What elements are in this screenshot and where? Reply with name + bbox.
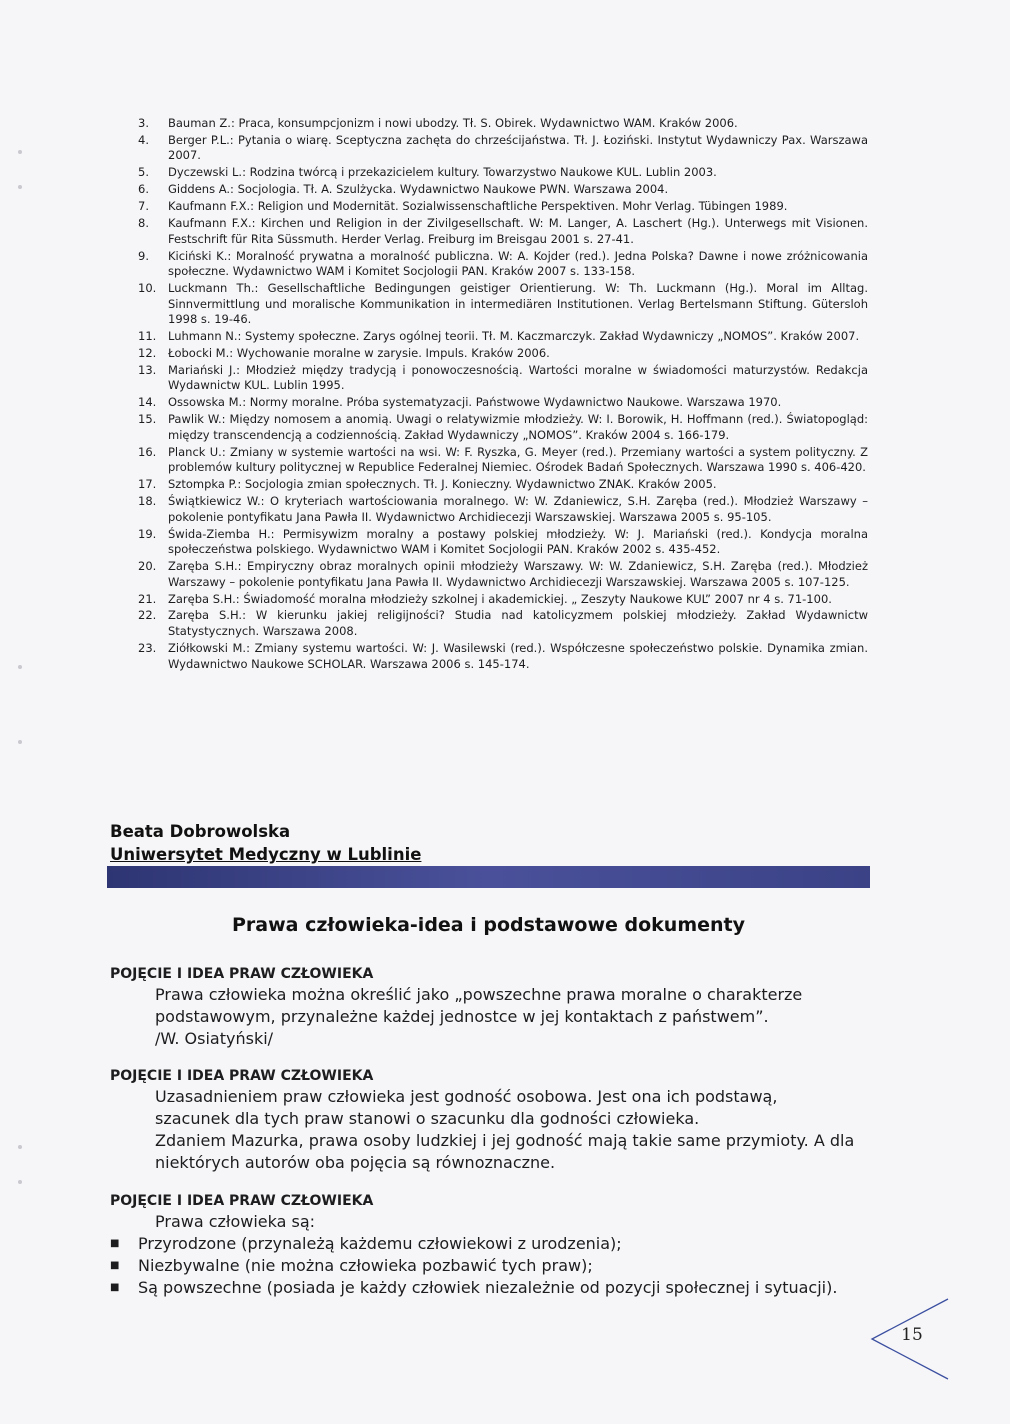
reference-number: 21. <box>138 591 157 606</box>
section-justification <box>110 1066 870 1174</box>
reference-item <box>138 641 868 672</box>
reference-item <box>138 608 868 639</box>
reference-item <box>138 281 868 328</box>
reference-text: Luckmann Th.: Gesellschaftliche Bedingungen geistiger Orientierung. W: Th. Luckmann (Hg.). Moral im Alltag. Sinnvermittlung und moralische Kommunikation in intermediären Institutionen. Verlag Bertelsmann Stiftung. Gütersloh 1998 s. 19-46. <box>168 281 868 327</box>
reference-item <box>138 412 868 443</box>
bullet-icon: ■ <box>110 1282 120 1293</box>
reference-text: Zaręba S.H.: W kierunku jakiej religijności? Studia nad katolicyzmem polskiej młodzieży. Zakład Wydawnictw Statystycznych. Warszawa 2008. <box>168 608 868 639</box>
reference-item <box>138 116 868 132</box>
reference-number: 3. <box>138 116 149 130</box>
page-number-badge <box>862 1295 952 1379</box>
reference-text: Zaręba S.H.: Świadomość moralna młodzieży szkolnej i akademickiej. „ Zeszyty Naukowe KUL” 2007 nr 4 s. 71-100. <box>168 591 832 606</box>
reference-number: 11. <box>138 329 157 344</box>
section-line: szacunek dla tych praw stanowi o szacunku dla godności człowieka. <box>155 1109 700 1128</box>
reference-number: 19. <box>138 526 157 541</box>
reference-text: Kiciński K.: Moralność prywatna a moralność publiczna. W: A. Kojder (red.). Jedna Polska? Dawne i nowe zróżnicowania społeczne. Wydawnictwo WAM i Komitet Socjologii PAN. Kraków 2007 s. 133-158. <box>168 248 868 279</box>
bullet-icon: ■ <box>110 1260 120 1271</box>
reference-text: Mariański J.: Młodzież między tradycją i ponowoczesnością. Wartości moralne w świadomości maturzystów. Redakcja Wydawnictw KUL. Lublin 1995. <box>168 362 868 393</box>
section-line: Prawa człowieka można określić jako „powszechne prawa moralne o charakterze <box>155 985 803 1004</box>
section-line: podstawowym, przynależne każdej jednostce w jej kontaktach z państwem”. <box>155 1007 769 1026</box>
reference-item <box>138 494 868 525</box>
section-line: Uzasadnieniem praw człowieka jest godność osobowa. Jest ona ich podstawą, <box>155 1087 778 1106</box>
author-affiliation: Uniwersytet Medyczny w Lublinie <box>110 845 422 864</box>
reference-item <box>138 182 868 198</box>
section-definition <box>110 964 870 1050</box>
reference-text: Sztompka P.: Socjologia zmian społecznych. Tł. J. Konieczny. Wydawnictwo ZNAK. Kraków 2005. <box>168 477 717 492</box>
punch-hole <box>18 665 22 669</box>
list-item <box>110 1233 870 1255</box>
reference-text: Dyczewski L.: Rodzina twórcą i przekazicielem kultury. Towarzystwo Naukowe KUL. Lublin 2003. <box>168 165 717 180</box>
reference-number: 20. <box>138 559 157 574</box>
reference-text: Planck U.: Zmiany w systemie wartości na wsi. W: F. Ryszka, G. Meyer (red.). Przemiany wartości a system polityczny. Z problemów kultury politycznej w Republice Federalnej Niemiec. Ośrodek Badań Społecznych. Warszawa 1990 s. 406-420. <box>168 444 868 475</box>
list-item <box>110 1277 870 1299</box>
reference-item <box>138 477 868 493</box>
punch-hole <box>18 1145 22 1149</box>
reference-number: 10. <box>138 281 157 296</box>
punch-hole <box>18 1180 22 1184</box>
section-line: Prawa człowieka są: <box>155 1212 316 1231</box>
reference-text: Pawlik W.: Między nomosem a anomią. Uwagi o relatywizmie młodzieży. W: I. Borowik, H. Hoffmann (red.). Światopogląd: między transcendencją a codziennością. Zakład Wydawniczy „NOMOS”. Kraków 2004 s. 166-179. <box>168 412 868 442</box>
punch-hole <box>18 740 22 744</box>
reference-item <box>138 592 868 608</box>
section-line: /W. Osiatyński/ <box>155 1029 274 1048</box>
section-attributes <box>110 1191 870 1299</box>
reference-item <box>138 527 868 558</box>
reference-text: Ziółkowski M.: Zmiany systemu wartości. W: J. Wasilewski (red.). Współczesne społeczeństwo polskie. Dynamika zmian. Wydawnictwo Naukowe SCHOLAR. Warszawa 2006 s. 145-174. <box>168 640 868 671</box>
author-name: Beata Dobrowolska <box>110 822 291 841</box>
reference-text: Ossowska M.: Normy moralne. Próba systematyzacji. Państwowe Wydawnictwo Naukowe. Warszawa 1970. <box>168 395 782 410</box>
reference-text: Świda-Ziemba H.: Permisywizm moralny a postawy polskiej młodzieży. W: J. Mariański (red.). Kondycja moralna społeczeństwa polskiego. Wydawnictwo WAM i Komitet Socjologii PAN. Kraków 2002 s. 435-452. <box>168 526 868 557</box>
reference-text: Luhmann N.: Systemy społeczne. Zarys ogólnej teorii. Tł. M. Kaczmarczyk. Zakład Wydawniczy „NOMOS”. Kraków 2007. <box>168 329 860 344</box>
reference-item <box>138 249 868 280</box>
section-heading: POJĘCIE I IDEA PRAW CZŁOWIEKA <box>110 966 374 982</box>
reference-item <box>138 216 868 247</box>
reference-number: 23. <box>138 640 157 655</box>
punch-hole <box>18 185 22 189</box>
reference-number: 12. <box>138 345 157 360</box>
reference-item <box>138 445 868 476</box>
reference-text: Berger P.L.: Pytania o wiarę. Sceptyczna zachęta do chrześcijaństwa. Tł. J. Łoziński. Instytut Wydawniczy Pax. Warszawa 2007. <box>168 132 868 163</box>
reference-number: 16. <box>138 444 157 459</box>
reference-number: 22. <box>138 608 157 623</box>
bullet-icon: ■ <box>110 1238 120 1249</box>
reference-item <box>138 329 868 345</box>
reference-number: 13. <box>138 362 157 377</box>
reference-text: Świątkiewicz W.: O kryteriach wartościowania moralnego. W: W. Zdaniewicz, S.H. Zaręba (red.). Młodzież Warszawy – pokolenie pontyfikatu Jana Pawła II. Wydawnictwo Archidiecezji Warszawskiej. Warszawa 2005 s. 95-105. <box>168 494 868 524</box>
reference-number: 6. <box>138 182 149 197</box>
list-item-text: Są powszechne (posiada je każdy człowiek niezależnie od pozycji społecznej i sytuacji). <box>138 1278 838 1297</box>
section-line: Zdaniem Mazurka, prawa osoby ludzkiej i jej godność mają takie same przymioty. A dla <box>155 1131 855 1150</box>
reference-number: 17. <box>138 477 157 492</box>
reference-number: 5. <box>138 165 149 180</box>
list-item-text: Niezbywalne (nie można człowieka pozbawić tych praw); <box>138 1256 593 1275</box>
author-block <box>110 820 421 866</box>
reference-number: 9. <box>138 248 149 263</box>
section-heading: POJĘCIE I IDEA PRAW CZŁOWIEKA <box>110 1193 374 1209</box>
slide-header-band <box>107 866 870 888</box>
punch-hole <box>18 150 22 154</box>
reference-text: Giddens A.: Socjologia. Tł. A. Szulżycka. Wydawnictwo Naukowe PWN. Warszawa 2004. <box>168 182 669 197</box>
slide-title: Prawa człowieka-idea i podstawowe dokumenty <box>231 914 745 936</box>
section-line: niektórych autorów oba pojęcia są równoznaczne. <box>155 1153 556 1172</box>
list-item-text: Przyrodzone (przynależą każdemu człowiekowi z urodzenia); <box>138 1234 622 1253</box>
reference-number: 8. <box>138 216 149 231</box>
reference-item <box>138 165 868 181</box>
reference-item <box>138 346 868 362</box>
reference-text: Łobocki M.: Wychowanie moralne w zarysie. Impuls. Kraków 2006. <box>168 345 550 360</box>
reference-item <box>138 559 868 590</box>
page-number: 15 <box>901 1325 923 1345</box>
reference-number: 14. <box>138 395 157 410</box>
reference-text: Bauman Z.: Praca, konsumpcjonizm i nowi ubodzy. Tł. S. Obirek. Wydawnictwo WAM. Kraków 2006. <box>168 116 738 130</box>
reference-list <box>138 116 868 673</box>
reference-item <box>138 363 868 394</box>
reference-number: 15. <box>138 412 157 427</box>
reference-item <box>138 199 868 215</box>
reference-text: Kaufmann F.X.: Religion und Modernität. Sozialwissenschaftliche Perspektiven. Mohr Verlag. Tübingen 1989. <box>168 199 788 214</box>
reference-number: 7. <box>138 199 149 214</box>
reference-text: Kaufmann F.X.: Kirchen und Religion in der Zivilgesellschaft. W: M. Langer, A. Laschert (Hg.). Unterwegs mit Visionen. Festschrift für Rita Süssmuth. Herder Verlag. Freiburg im Breisgau 2001 s. 27-41. <box>168 216 868 246</box>
list-item <box>110 1255 870 1277</box>
reference-number: 4. <box>138 132 149 147</box>
reference-item <box>138 133 868 164</box>
reference-number: 18. <box>138 494 157 509</box>
attribute-list <box>110 1233 870 1299</box>
reference-item <box>138 395 868 411</box>
page-edge <box>1010 0 1024 1424</box>
section-heading: POJĘCIE I IDEA PRAW CZŁOWIEKA <box>110 1068 374 1084</box>
reference-text: Zaręba S.H.: Empiryczny obraz moralnych opinii młodzieży Warszawy. W: W. Zdaniewicz, S.H. Zaręba (red.). Młodzież Warszawy – pokolenie pontyfikatu Jana Pawła II. Wydawnictwo Archidiecezji Warszawskiej. Warszawa 2005 s. 107-125. <box>168 559 868 589</box>
